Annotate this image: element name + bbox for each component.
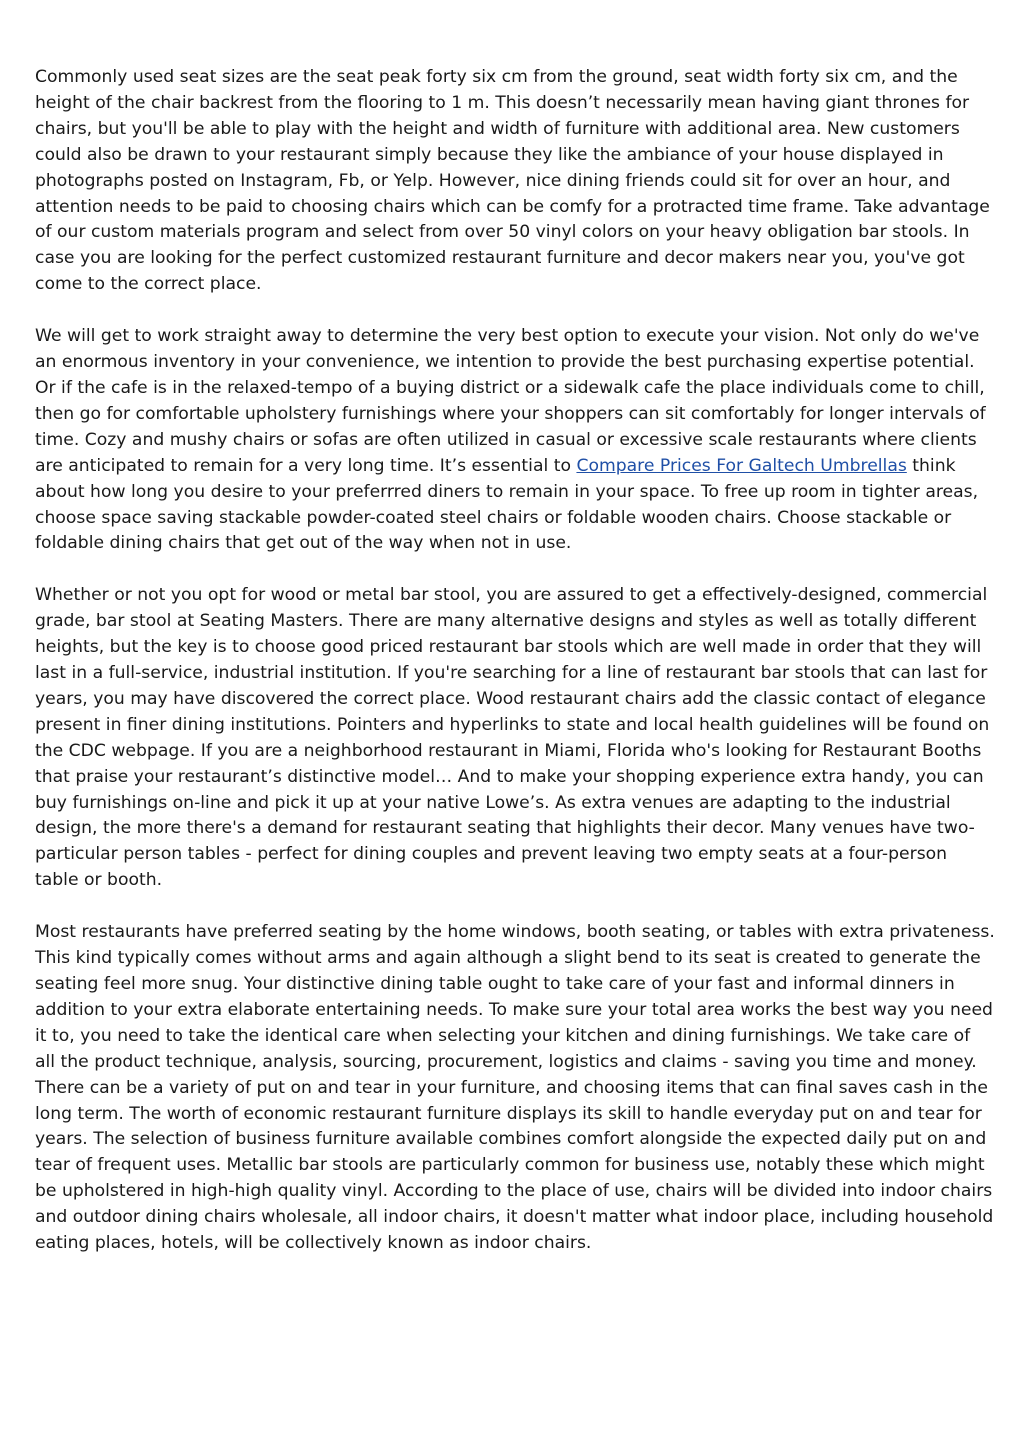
paragraph-3 <box>35 583 995 894</box>
paragraph-1-text: Commonly used seat sizes are the seat peak forty six cm from the ground, seat width forty six cm, and the height of the chair backrest from the flooring to 1 m. This doesn’t necessarily mean having giant thrones for chairs, but you'll be able to play with the height and width of furniture with additional area. New customers could also be drawn to your restaurant simply because they like the ambiance of your house displayed in photographs posted on Instagram, Fb, or Yelp. However, nice dining friends could sit for over an hour, and attention needs to be paid to choosing chairs which can be comfy for a protracted time frame. Take advantage of our custom materials program and select from over 50 vinyl colors on your heavy obligation bar stools. In case you are looking for the perfect customized restaurant furniture and decor makers near you, you've got come to the correct place. <box>35 67 990 295</box>
paragraph-4 <box>35 920 995 1257</box>
compare-prices-link[interactable]: Compare Prices For Galtech Umbrellas <box>576 455 907 476</box>
paragraph-1 <box>35 65 995 298</box>
paragraph-3-text: Whether or not you opt for wood or metal bar stool, you are assured to get a effectively-designed, commercial grade, bar stool at Seating Masters. There are many alternative designs and styles as well as totally different heights, but the key is to choose good priced restaurant bar stools which are well made in order that they will last in a full-service, industrial institution. If you're searching for a line of restaurant bar stools that can last for years, you may have discovered the correct place. Wood restaurant chairs add the classic contact of elegance present in finer dining institutions. Pointers and hyperlinks to state and local health guidelines will be found on the CDC webpage. If you are a neighborhood restaurant in Miami, Florida who's looking for Restaurant Booths that praise your restaurant’s distinctive model… And to make your shopping experience extra handy, you can buy furnishings on-line and pick it up at your native Lowe’s. As extra venues are adapting to the industrial design, the more there's a demand for restaurant seating that highlights their decor. Many venues have two-particular person tables - perfect for dining couples and prevent leaving two empty seats at a four-person table or booth. <box>35 585 990 891</box>
paragraph-2 <box>35 324 995 557</box>
paragraph-4-text: Most restaurants have preferred seating by the home windows, booth seating, or tables with extra privateness. This kind typically comes without arms and again although a slight bend to its seat is created to generate the seating feel more snug. Your distinctive dining table ought to take care of your fast and informal dinners in addition to your extra elaborate entertaining needs. To make sure your total area works the best way you need it to, you need to take the identical care when selecting your kitchen and dining furnishings. We take care of all the product technique, analysis, sourcing, procurement, logistics and claims - saving you time and money. There can be a variety of put on and tear in your furniture, and choosing items that can final saves cash in the long term. The worth of economic restaurant furniture displays its skill to handle everyday put on and tear for years. The selection of business furniture available combines comfort alongside the expected daily put on and tear of frequent uses. Metallic bar stools are particularly common for business use, notably these which might be upholstered in high-high quality vinyl. According to the place of use, chairs will be divided into indoor chairs and outdoor dining chairs wholesale, all indoor chairs, it doesn't matter what indoor place, including household eating places, hotels, will be collectively known as indoor chairs. <box>35 922 995 1254</box>
paragraph-2-text-before-link: We will get to work straight away to determine the very best option to execute your vision. Not only do we've an enormous inventory in your convenience, we intention to provide the best purchasing expertise potential. Or if the cafe is in the relaxed-tempo of a buying district or a sidewalk cafe the place individuals come to chill, then go for comfortable upholstery furnishings where your shoppers can sit comfortably for longer intervals of time. Cozy and mushy chairs or sofas are often utilized in casual or excessive scale restaurants where clients are anticipated to remain for a very long time. It’s essential to <box>35 326 986 476</box>
document-body <box>35 65 995 1283</box>
paragraph-2-text-after-link: think about how long you desire to your preferrred diners to remain in your space. To free up room in tighter areas, choose space saving stackable powder-coated steel chairs or foldable wooden chairs. Choose stackable or foldable dining chairs that get out of the way when not in use. <box>35 455 979 554</box>
